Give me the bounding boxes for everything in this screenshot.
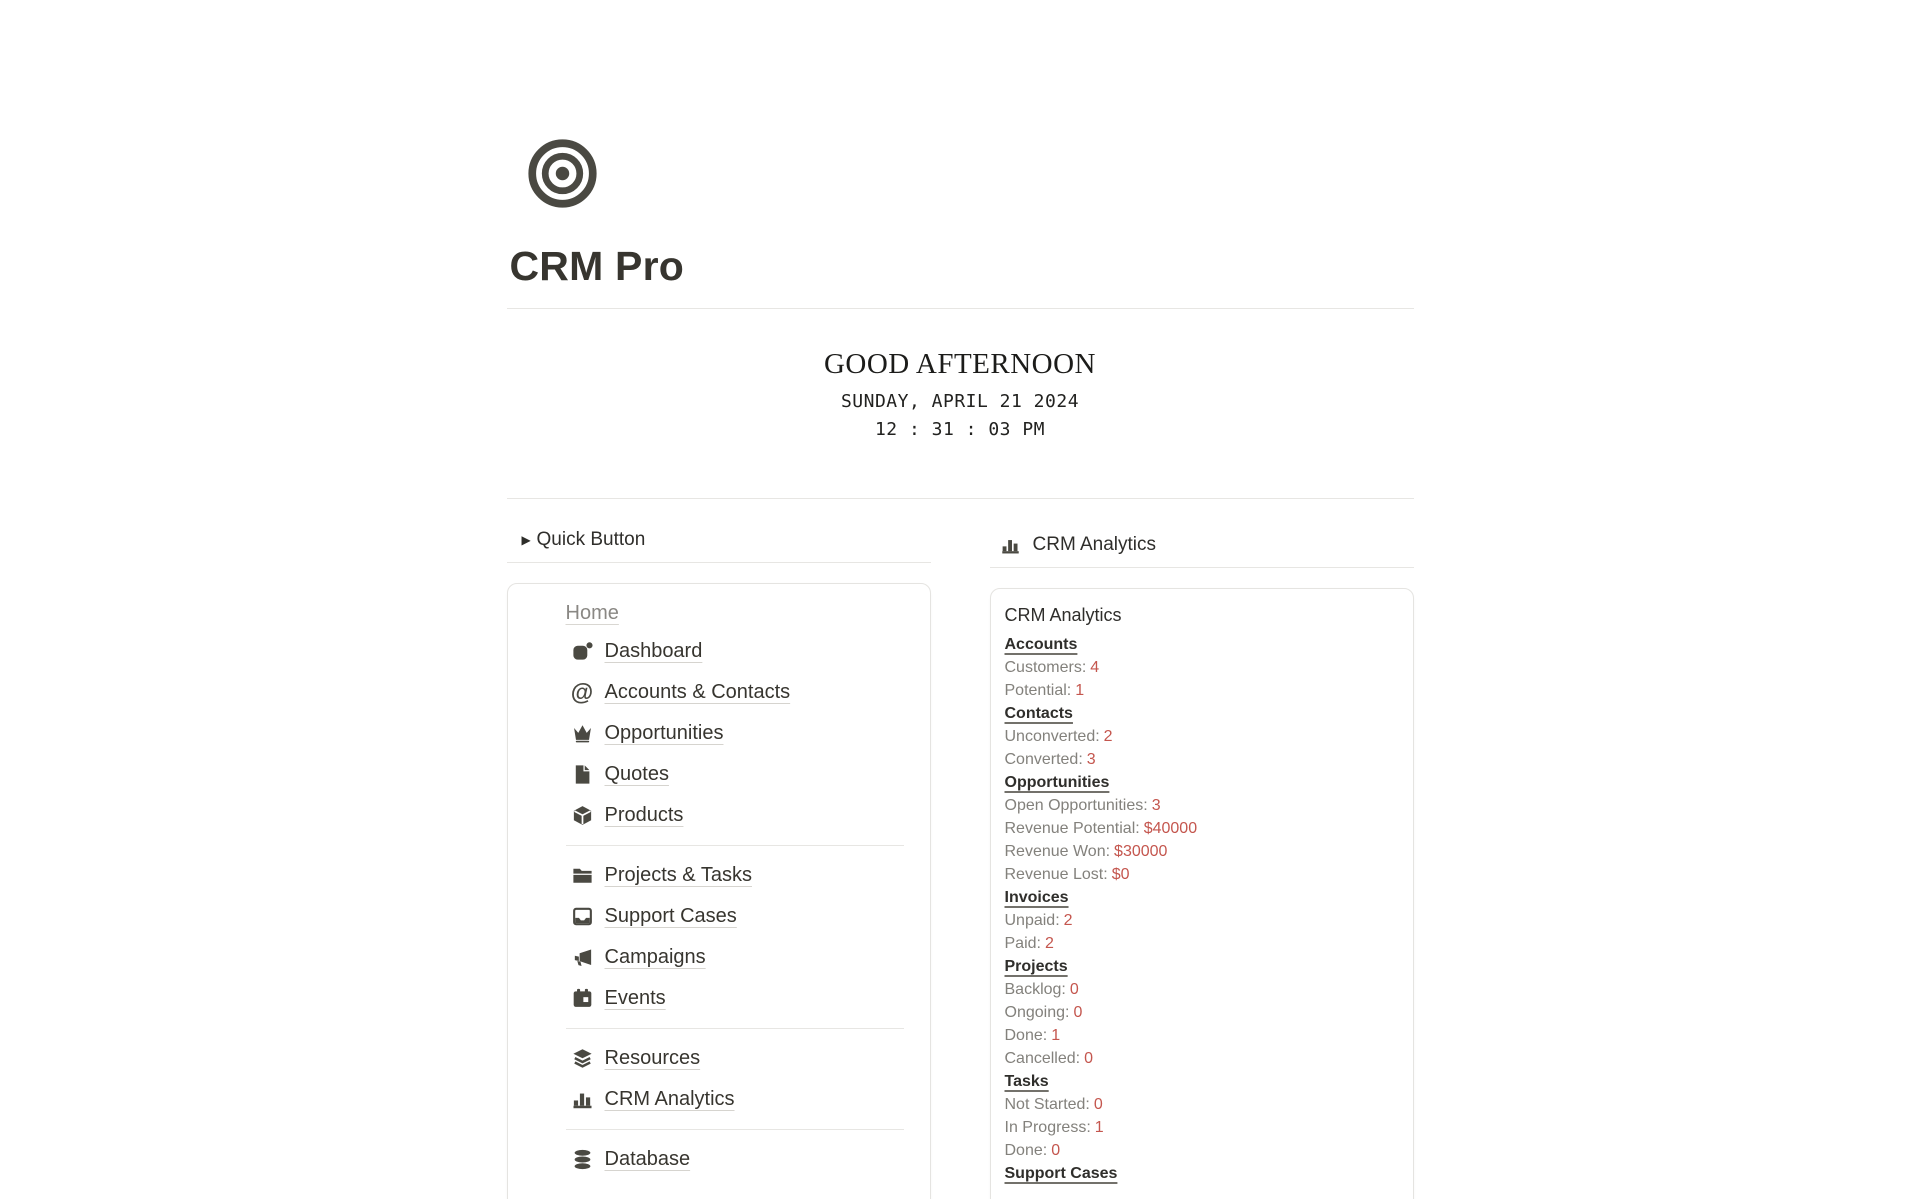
- calendar-icon: [571, 987, 594, 1010]
- nav-divider: [566, 845, 904, 846]
- stat-row: Customers: 4: [1004, 659, 1100, 676]
- nav-item-resources[interactable]: Resources: [566, 1038, 904, 1079]
- divider-under-title: [507, 308, 1414, 309]
- stat-row: Ongoing: 0: [1004, 1004, 1083, 1021]
- nav-item-accounts-contacts[interactable]: @ Accounts & Contacts: [570, 679, 791, 705]
- section-heading-contacts: Contacts: [1004, 705, 1073, 722]
- greeting-block: [507, 345, 1414, 444]
- analytics-body: [1005, 633, 1399, 1185]
- quick-button-toggle[interactable]: [507, 526, 931, 554]
- nav-item-crm-analytics[interactable]: CRM Analytics: [566, 1079, 904, 1120]
- navigation-card: [507, 583, 931, 1199]
- stat-row: Done: 0: [1004, 1142, 1061, 1159]
- stat-row: Potential: 1: [1004, 682, 1085, 699]
- nav-home-row: [566, 595, 904, 631]
- two-column-layout: [507, 526, 1414, 1199]
- inbox-icon: [571, 905, 594, 928]
- stat-row: Revenue Potential: $40000: [1004, 820, 1198, 837]
- folder-icon: [571, 864, 594, 887]
- section-heading-tasks: Tasks: [1004, 1073, 1049, 1090]
- box-icon: [571, 804, 594, 827]
- megaphone-icon: [571, 946, 594, 969]
- page-title: CRM Pro: [509, 243, 685, 289]
- section-heading-support-cases: Support Cases: [1004, 1165, 1118, 1182]
- nav-item-projects-tasks[interactable]: Projects & Tasks: [566, 855, 904, 896]
- dashboard-icon: [571, 640, 594, 663]
- left-column: [507, 526, 931, 1199]
- nav-divider: [566, 1028, 904, 1029]
- nav-item-campaigns[interactable]: Campaigns: [566, 937, 904, 978]
- file-icon: [571, 763, 594, 786]
- right-column: [990, 526, 1414, 1199]
- at-icon: @: [570, 679, 594, 705]
- divider-right-column: [990, 567, 1414, 568]
- analytics-header: [990, 531, 1414, 559]
- stat-row: Unconverted: 2: [1004, 728, 1113, 745]
- nav-item-database[interactable]: Database: [566, 1139, 904, 1180]
- greeting-headline: GOOD AFTERNOON: [823, 348, 1097, 380]
- stat-row: Paid: 2: [1004, 935, 1054, 952]
- section-heading-opportunities: Opportunities: [1004, 774, 1110, 791]
- stat-row: Unpaid: 2: [1004, 912, 1073, 929]
- stat-row: Not Started: 0: [1004, 1096, 1103, 1113]
- stat-row: Done: 1: [1004, 1027, 1061, 1044]
- crown-icon: [571, 722, 594, 745]
- greeting-date: SUNDAY, APRIL 21 2024: [840, 391, 1080, 412]
- nav-item-dashboard[interactable]: Dashboard: [566, 631, 904, 672]
- nav-link-home[interactable]: Home: [565, 601, 619, 624]
- section-heading-accounts: Accounts: [1004, 636, 1078, 653]
- page-content: [507, 0, 1414, 1199]
- stat-row: Open Opportunities: 3: [1004, 797, 1161, 814]
- target-icon[interactable]: [526, 137, 599, 210]
- toggle-arrow-icon[interactable]: ▶: [521, 533, 531, 547]
- quick-button-label: Quick Button: [536, 529, 646, 550]
- layers-icon: [571, 1047, 594, 1070]
- greeting-clock: 12 : 31 : 03 PM: [874, 419, 1046, 440]
- nav-item-opportunities[interactable]: Opportunities: [566, 713, 904, 754]
- divider-left-column: [507, 562, 931, 563]
- divider-under-greeting: [507, 498, 1414, 499]
- stat-row: Revenue Won: $30000: [1004, 843, 1168, 860]
- stat-row: Revenue Lost: $0: [1004, 866, 1130, 883]
- stat-row: In Progress: 1: [1004, 1119, 1104, 1136]
- nav-item-support-cases[interactable]: Support Cases: [566, 896, 904, 937]
- stat-row: Cancelled: 0: [1004, 1050, 1094, 1067]
- nav-item-events[interactable]: Events: [566, 978, 904, 1019]
- nav-divider: [566, 1129, 904, 1130]
- stat-row: Backlog: 0: [1004, 981, 1079, 998]
- nav-item-quotes[interactable]: Quotes: [566, 754, 904, 795]
- bar-chart-icon: [571, 1088, 594, 1111]
- analytics-header-label: CRM Analytics: [1032, 534, 1157, 555]
- database-icon: [571, 1148, 594, 1171]
- section-heading-projects: Projects: [1004, 958, 1068, 975]
- analytics-card-title: CRM Analytics: [1004, 605, 1122, 625]
- stat-row: Converted: 3: [1004, 751, 1096, 768]
- bar-chart-icon: [1000, 535, 1021, 556]
- section-heading-invoices: Invoices: [1004, 889, 1069, 906]
- nav-item-products[interactable]: Products: [566, 795, 904, 836]
- analytics-card: [990, 588, 1414, 1199]
